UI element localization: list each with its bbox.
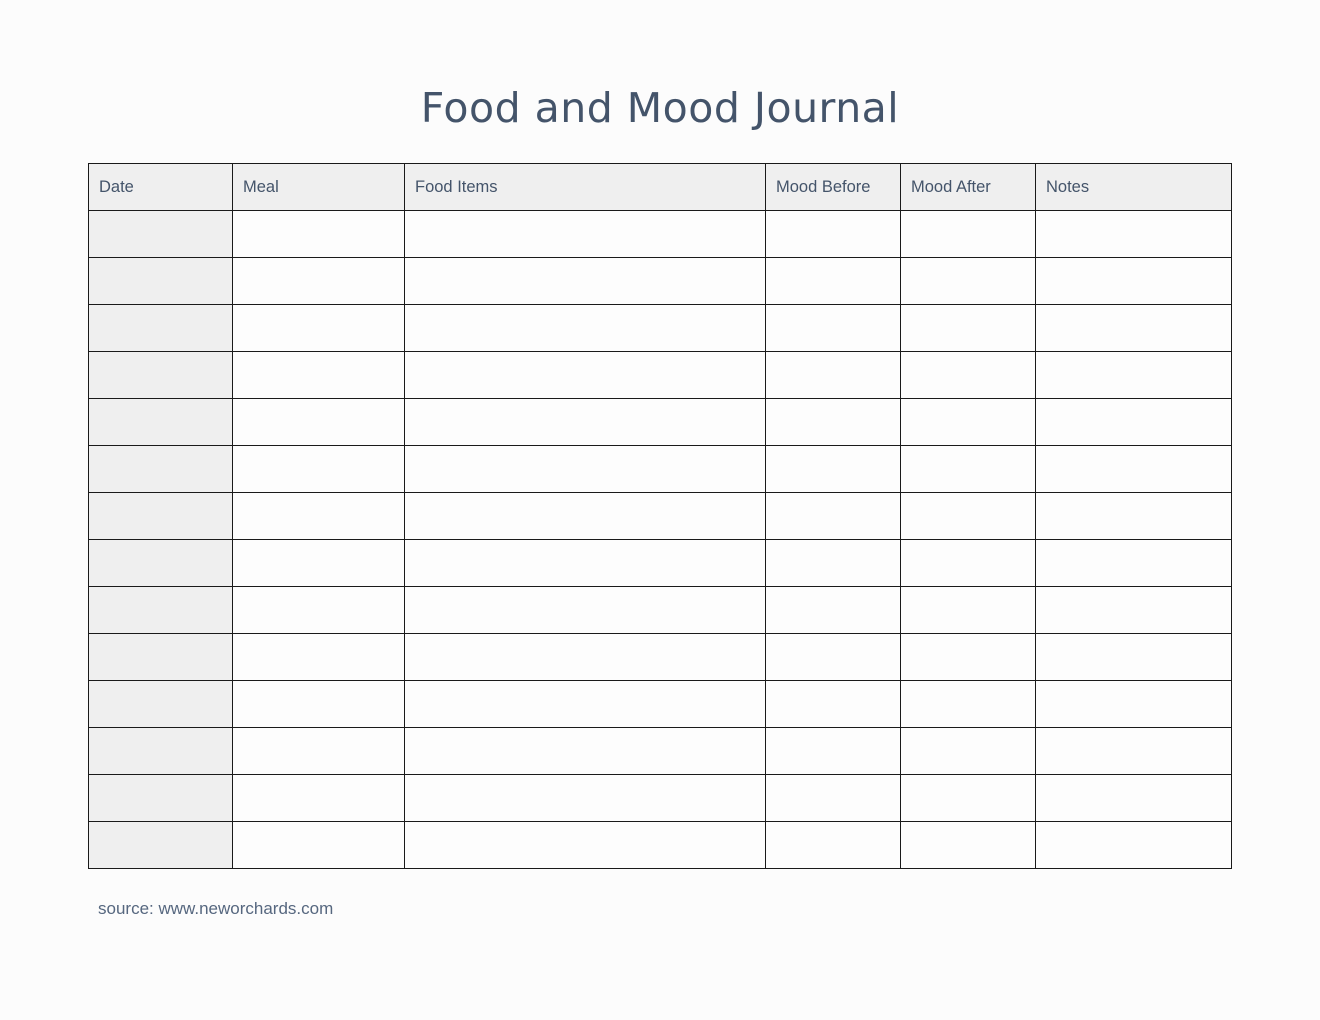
- table-row: [89, 446, 1232, 493]
- table-cell-notes: [1036, 681, 1232, 728]
- table-cell-food-items: [405, 399, 766, 446]
- table-header-row: [89, 164, 1232, 211]
- table-cell-meal: [233, 493, 405, 540]
- table-cell-meal: [233, 540, 405, 587]
- table-cell-food-items: [405, 352, 766, 399]
- table-row: [89, 211, 1232, 258]
- table-cell-meal: [233, 681, 405, 728]
- table-cell-notes: [1036, 493, 1232, 540]
- table-cell-meal: [233, 258, 405, 305]
- table-cell-mood-after: [901, 258, 1036, 305]
- table-cell-date: [89, 728, 233, 775]
- table-cell-notes: [1036, 305, 1232, 352]
- table-cell-meal: [233, 352, 405, 399]
- table-cell-mood-before: [766, 258, 901, 305]
- table-row: [89, 540, 1232, 587]
- table-cell-mood-before: [766, 305, 901, 352]
- table-cell-notes: [1036, 728, 1232, 775]
- table-cell-mood-after: [901, 728, 1036, 775]
- table-cell-mood-before: [766, 681, 901, 728]
- table-cell-mood-before: [766, 352, 901, 399]
- table-cell-meal: [233, 399, 405, 446]
- table-cell-date: [89, 587, 233, 634]
- table-cell-meal: [233, 822, 405, 869]
- table-cell-mood-after: [901, 775, 1036, 822]
- table-cell-mood-after: [901, 211, 1036, 258]
- table-row: [89, 587, 1232, 634]
- column-header-food-items: Food Items: [405, 164, 766, 211]
- table-cell-meal: [233, 634, 405, 681]
- table-cell-mood-after: [901, 540, 1036, 587]
- table-cell-food-items: [405, 728, 766, 775]
- table-cell-food-items: [405, 634, 766, 681]
- table-row: [89, 352, 1232, 399]
- column-header-mood-after: Mood After: [901, 164, 1036, 211]
- table-cell-mood-after: [901, 399, 1036, 446]
- table-cell-mood-after: [901, 305, 1036, 352]
- table-cell-mood-before: [766, 399, 901, 446]
- table-cell-notes: [1036, 634, 1232, 681]
- table-cell-mood-after: [901, 493, 1036, 540]
- table-row: [89, 399, 1232, 446]
- table-cell-date: [89, 258, 233, 305]
- table-row: [89, 728, 1232, 775]
- table-cell-mood-after: [901, 587, 1036, 634]
- table-cell-food-items: [405, 681, 766, 728]
- table-cell-mood-before: [766, 775, 901, 822]
- table-cell-food-items: [405, 587, 766, 634]
- table-cell-meal: [233, 587, 405, 634]
- table-cell-food-items: [405, 258, 766, 305]
- table-cell-mood-before: [766, 822, 901, 869]
- table-cell-notes: [1036, 540, 1232, 587]
- table-cell-notes: [1036, 775, 1232, 822]
- table-row: [89, 258, 1232, 305]
- table-cell-food-items: [405, 540, 766, 587]
- page-title: Food and Mood Journal: [420, 84, 900, 132]
- table-cell-date: [89, 634, 233, 681]
- table-cell-mood-before: [766, 493, 901, 540]
- column-header-date: Date: [89, 164, 233, 211]
- table-cell-date: [89, 399, 233, 446]
- food-mood-journal-table: [88, 163, 1232, 869]
- column-header-mood-before: Mood Before: [766, 164, 901, 211]
- table-cell-food-items: [405, 822, 766, 869]
- table-cell-food-items: [405, 305, 766, 352]
- table-row: [89, 493, 1232, 540]
- table-cell-mood-before: [766, 540, 901, 587]
- table-cell-date: [89, 681, 233, 728]
- table-cell-notes: [1036, 352, 1232, 399]
- table-cell-meal: [233, 446, 405, 493]
- table-cell-notes: [1036, 822, 1232, 869]
- table-cell-mood-after: [901, 352, 1036, 399]
- column-header-meal: Meal: [233, 164, 405, 211]
- table-cell-date: [89, 493, 233, 540]
- table-body: [89, 211, 1232, 869]
- table-row: [89, 305, 1232, 352]
- table-cell-date: [89, 352, 233, 399]
- table-cell-date: [89, 822, 233, 869]
- table-cell-mood-before: [766, 211, 901, 258]
- table-cell-meal: [233, 211, 405, 258]
- table-row: [89, 681, 1232, 728]
- column-header-notes: Notes: [1036, 164, 1232, 211]
- table-cell-meal: [233, 728, 405, 775]
- table-cell-mood-after: [901, 446, 1036, 493]
- table-cell-date: [89, 446, 233, 493]
- table-cell-notes: [1036, 258, 1232, 305]
- table-cell-mood-after: [901, 681, 1036, 728]
- table-cell-food-items: [405, 211, 766, 258]
- table-cell-notes: [1036, 211, 1232, 258]
- table-cell-mood-before: [766, 587, 901, 634]
- table-cell-date: [89, 305, 233, 352]
- table-cell-notes: [1036, 446, 1232, 493]
- table-cell-meal: [233, 775, 405, 822]
- table-row: [89, 634, 1232, 681]
- table-cell-notes: [1036, 399, 1232, 446]
- table-cell-mood-after: [901, 634, 1036, 681]
- source-note: source: www.neworchards.com: [98, 899, 334, 918]
- table-cell-date: [89, 540, 233, 587]
- table-cell-food-items: [405, 775, 766, 822]
- table-cell-notes: [1036, 587, 1232, 634]
- table-cell-mood-before: [766, 634, 901, 681]
- table-cell-meal: [233, 305, 405, 352]
- table-cell-date: [89, 211, 233, 258]
- table-cell-mood-before: [766, 446, 901, 493]
- table-cell-date: [89, 775, 233, 822]
- table-cell-food-items: [405, 493, 766, 540]
- table-row: [89, 775, 1232, 822]
- table-cell-mood-after: [901, 822, 1036, 869]
- table-row: [89, 822, 1232, 869]
- table-cell-mood-before: [766, 728, 901, 775]
- table-cell-food-items: [405, 446, 766, 493]
